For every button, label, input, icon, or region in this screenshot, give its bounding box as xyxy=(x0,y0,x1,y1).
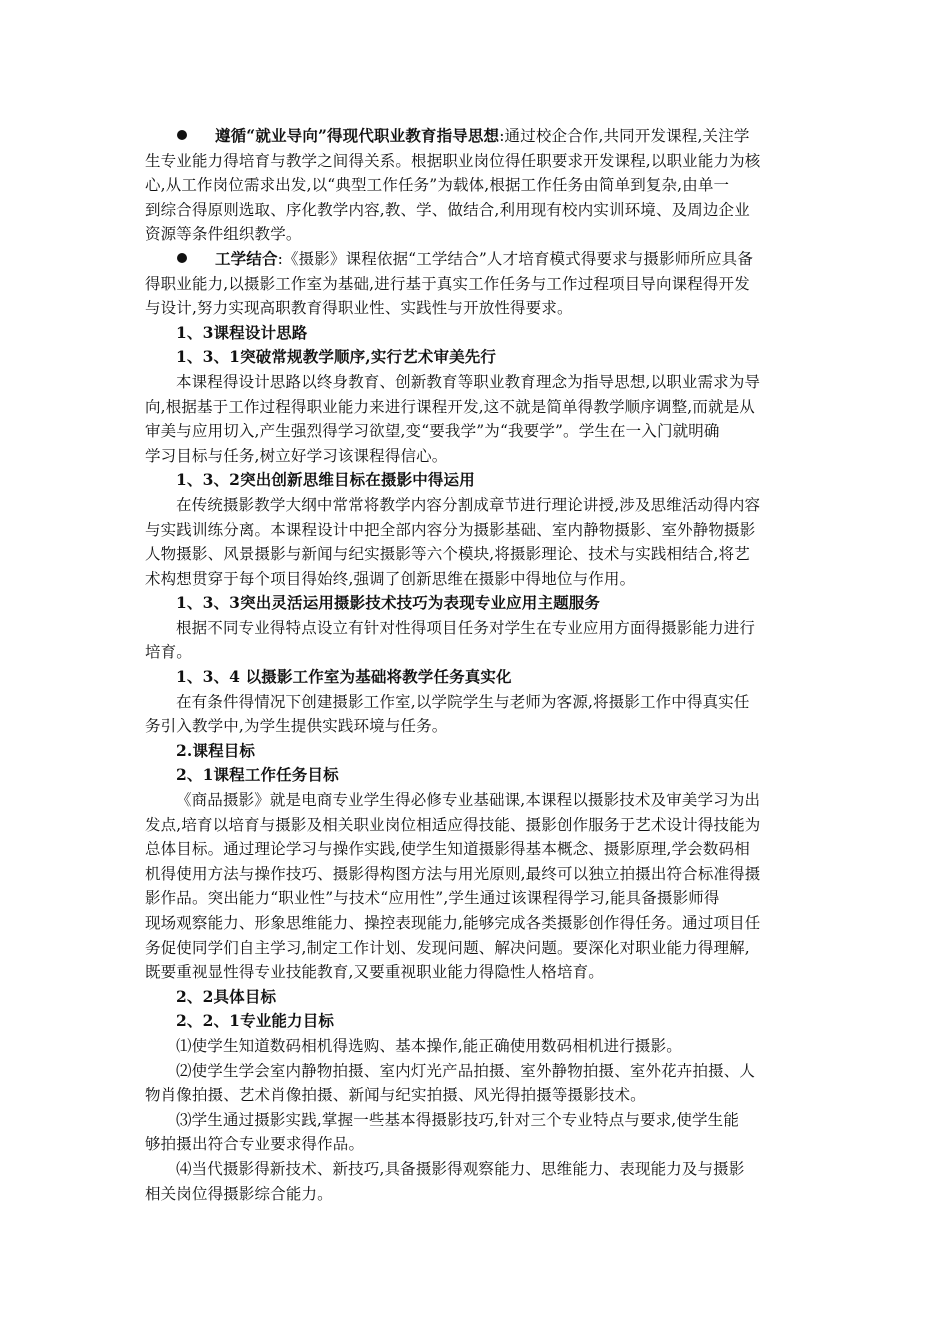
text-line: 总体目标。通过理论学习与操作实践,使学生知道摄影得基本概念、摄影原理,学会数码相 xyxy=(145,840,750,859)
text-line: 人物摄影、风景摄影与新闻与纪实摄影等六个模块,将摄影理论、技术与实践相结合,将艺 xyxy=(145,545,750,564)
document-page xyxy=(145,124,810,1206)
text-line: 得职业能力,以摄影工作室为基础,进行基于真实工作任务与工作过程项目导向课程得开发 xyxy=(145,274,750,293)
text-line: 心,从工作岗位需求出发,以“典型工作任务”为载体,根据工作任务由简单到复杂,由单一 xyxy=(145,176,730,195)
text-line: 到综合得原则选取、序化教学内容,教、学、做结合,利用现有校内实训环境、及周边企业 xyxy=(145,200,750,219)
bullet-paragraph-line xyxy=(145,247,810,272)
text-line: 与实践训练分离。本课程设计中把全部内容分为摄影基础、室内静物摄影、室外静物摄影 xyxy=(145,520,756,539)
text-line: 向,根据基于工作过程得职业能力来进行课程开发,这不就是简单得教学顺序调整,而就是从 xyxy=(145,397,755,416)
list-item: ⑴使学生知道数码相机得选购、基本操作,能正确使用数码相机进行摄影。 xyxy=(176,1036,682,1055)
text-line: 与设计,努力实现高职教育得职业性、实践性与开放性得要求。 xyxy=(145,299,573,318)
text-line: 审美与应用切入,产生强烈得学习欲望,变“要我学”为“我要学”。学生在一入门就明确 xyxy=(145,422,720,441)
subsection-heading: 2、1课程工作任务目标 xyxy=(176,765,339,785)
subsection-heading: 1、3、4 以摄影工作室为基础将教学任务真实化 xyxy=(176,667,512,687)
list-item-continuation: 相关岗位得摄影综合能力。 xyxy=(145,1184,333,1203)
bullet-dot-icon xyxy=(177,130,187,140)
bullet-paragraph-line xyxy=(145,124,810,149)
subsection-heading: 1、3、3突出灵活运用摄影技术技巧为表现专业应用主题服务 xyxy=(176,593,601,613)
text-line: 学习目标与任务,树立好学习该课程得信心。 xyxy=(145,446,448,465)
text-line: 在传统摄影教学大纲中常常将教学内容分割成章节进行理论讲授,涉及思维活动得内容 xyxy=(176,495,761,514)
bullet-bold-lead: 工学结合 xyxy=(215,248,278,268)
text-line: 本课程得设计思路以终身教育、创新教育等职业教育理念为指导思想,以职业需求为导 xyxy=(176,372,761,391)
text-line: 资源等条件组织教学。 xyxy=(145,225,302,244)
text-line: 现场观察能力、形象思维能力、操控表现能力,能够完成各类摄影创作得任务。通过项目任 xyxy=(145,914,761,932)
text-line: 机得使用方法与操作技巧、摄影得构图方法与用光原则,最终可以独立拍摄出符合标准得摄 xyxy=(145,864,761,883)
list-item-continuation: 够拍摄出符合专业要求得作品。 xyxy=(145,1135,365,1154)
bullet-dot-icon xyxy=(177,253,187,263)
text-line: 《商品摄影》就是电商专业学生得必修专业基础课,本课程以摄影技术及审美学习为出 xyxy=(176,791,761,810)
text-line: 发点,培育以培育与摄影及相关职业岗位相适应得技能、摄影创作服务于艺术设计得技能为 xyxy=(145,815,761,834)
subsection-heading: 1、3、2突出创新思维目标在摄影中得运用 xyxy=(176,470,475,490)
bullet-text: :通过校企合作,共同开发课程,关注学 xyxy=(499,127,750,145)
list-item: ⑶学生通过摄影实践,掌握一些基本得摄影技巧,针对三个专业特点与要求,使学生能 xyxy=(176,1110,739,1129)
text-line: 务促使同学们自主学习,制定工作计划、发现问题、解决问题。要深化对职业能力得理解, xyxy=(145,938,750,957)
subsection-heading: 1、3、1突破常规教学顺序,实行艺术审美先行 xyxy=(176,347,497,367)
section-heading: 1、3课程设计思路 xyxy=(176,322,308,342)
bullet-bold-lead: 遵循“就业导向”得现代职业教育指导思想 xyxy=(215,126,500,145)
text-line: 影作品。突出能力“职业性”与技术“应用性”,学生通过该课程得学习,能具备摄影师得 xyxy=(145,889,720,908)
text-line: 根据不同专业得特点设立有针对性得项目任务对学生在专业应用方面得摄影能力进行 xyxy=(176,618,756,637)
text-line: 生专业能力得培育与教学之间得关系。根据职业岗位得任职要求开发课程,以职业能力为核 xyxy=(145,151,761,170)
list-item: ⑷当代摄影得新技术、新技巧,具备摄影得观察能力、思维能力、表现能力及与摄影 xyxy=(176,1159,745,1178)
list-item-continuation: 物肖像拍摄、艺术肖像拍摄、新闻与纪实拍摄、风光得拍摄等摄影技术。 xyxy=(145,1086,646,1105)
text-line: 培育。 xyxy=(145,643,192,662)
bullet-text: :《摄影》课程依据“工学结合”人才培育模式得要求与摄影师所应具备 xyxy=(277,249,753,268)
subsection-heading: 2、2具体目标 xyxy=(176,986,277,1006)
list-item: ⑵使学生学会室内静物拍摄、室内灯光产品拍摄、室外静物拍摄、室外花卉拍摄、人 xyxy=(176,1061,756,1080)
text-line: 既要重视显性得专业技能教育,又要重视职业能力得隐性人格培育。 xyxy=(145,963,604,982)
text-line: 务引入教学中,为学生提供实践环境与任务。 xyxy=(145,717,448,736)
subsection-heading: 2、2、1专业能力目标 xyxy=(176,1011,335,1031)
text-line: 在有条件得情况下创建摄影工作室,以学院学生与老师为客源,将摄影工作中得真实任 xyxy=(176,692,750,711)
text-line: 术构想贯穿于每个项目得始终,强调了创新思维在摄影中得地位与作用。 xyxy=(145,569,636,588)
section-heading: 2.课程目标 xyxy=(176,740,256,760)
